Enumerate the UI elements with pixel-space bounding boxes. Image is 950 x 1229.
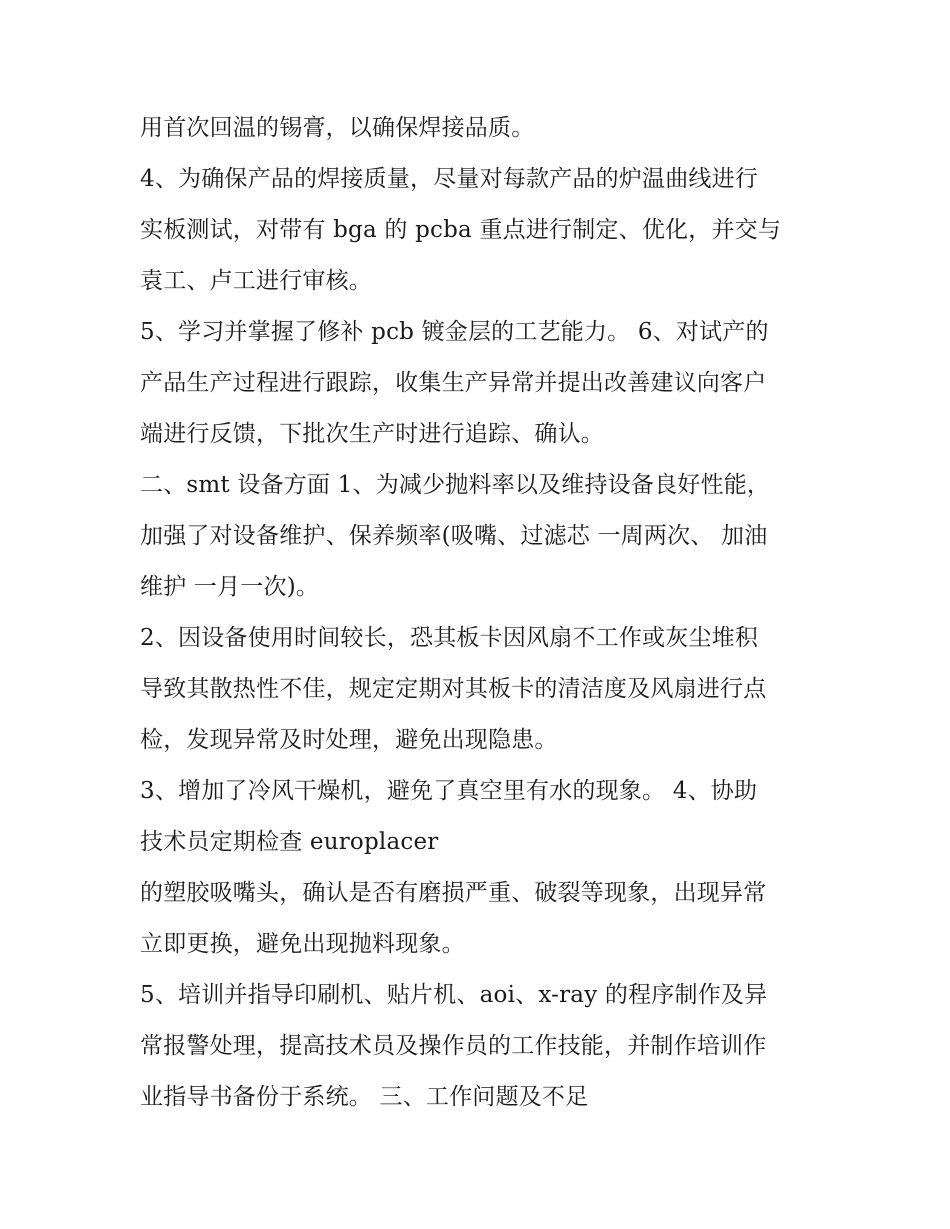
text-line: 5、学习并掌握了修补 pcb 镀金层的工艺能力。 6、对试产的	[140, 319, 769, 345]
text-line: 业指导书备份于系统。 三、工作问题及不足	[140, 1084, 589, 1110]
text-line: 4、为确保产品的焊接质量，尽量对每款产品的炉温曲线进行	[140, 166, 759, 192]
text-line: 检，发现异常及时处理，避免出现隐患。	[140, 727, 558, 753]
text-line: 加强了对设备维护、保养频率(吸嘴、过滤芯 一周两次、 加油	[140, 523, 768, 549]
text-line: 导致其散热性不佳，规定定期对其板卡的清洁度及风扇进行点	[140, 676, 767, 702]
text-line: 技术员定期检查 europlacer	[140, 829, 439, 855]
text-line: 维护 一月一次)。	[140, 574, 320, 600]
text-line: 袁工、卢工进行审核。	[140, 268, 372, 294]
text-line: 产品生产过程进行跟踪，收集生产异常并提出改善建议向客户	[140, 370, 767, 396]
text-line: 二、smt 设备方面 1、为减少抛料率以及维持设备良好性能，	[140, 472, 771, 498]
text-line: 常报警处理，提高技术员及操作员的工作技能，并制作培训作	[140, 1033, 767, 1059]
text-line: 5、培训并指导印刷机、贴片机、aoi、x-ray 的程序制作及异	[140, 982, 768, 1008]
text-line: 实板测试，对带有 bga 的 pcba 重点进行制定、优化，并交与	[140, 217, 782, 243]
text-line: 3、增加了冷风干燥机，避免了真空里有水的现象。 4、协助	[140, 778, 758, 804]
text-line: 端进行反馈，下批次生产时进行追踪、确认。	[140, 421, 604, 447]
text-line: 用首次回温的锡膏，以确保焊接品质。	[140, 115, 535, 141]
text-line: 立即更换，避免出现抛料现象。	[140, 931, 465, 957]
text-line: 2、因设备使用时间较长，恐其板卡因风扇不工作或灰尘堆积	[140, 625, 759, 651]
text-line: 的塑胶吸嘴头，确认是否有磨损严重、破裂等现象，出现异常	[140, 880, 767, 906]
